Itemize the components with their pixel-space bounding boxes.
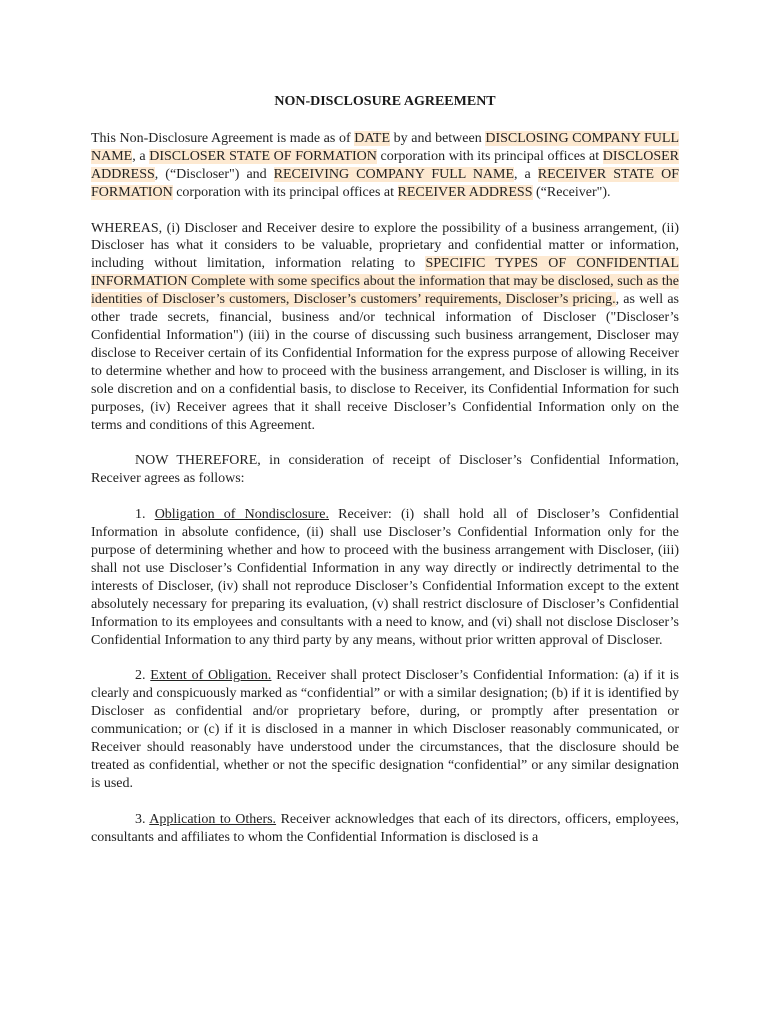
section-1-heading: Obligation of Nondisclosure. [154,507,329,523]
section-2-heading: Extent of Obligation. [150,668,272,684]
section-3 [91,811,679,847]
intro-text-7: corporation with its principal offices at [172,184,398,200]
intro-text-3: , a [132,148,150,164]
intro-paragraph [91,130,679,202]
whereas-text-1: WHEREAS, (i) Discloser and Receiver desire to explore the possibility of a business arrangement, (ii) Discloser has what it considers to be valuable, proprietary and confidential matter or information, including without limitation, information relating to [91,220,679,272]
section-3-number: 3. [135,811,150,827]
document-page [91,88,679,865]
intro-text-1: This Non-Disclosure Agreement is made as of [91,130,355,146]
intro-text-8: (“Receiver"). [532,184,611,200]
section-1-number: 1. [135,507,155,523]
whereas-text-2: , as well as other trade secrets, financial, business and/or technical information of Discloser ("Discloser’s Confidential Information") (iii) in the course of discussing such business arrangement, Discloser may disclose to Receiver certain of its Confidential Information for the express purpose of allowing Receiver to determine whether and how to proceed with the business arrangement, and Discloser is willing, in its sole discretion and on a confidential basis, to disclose to Receiver, its Confidential Information for such purposes, (iv) Receiver agrees that it shall receive Discloser’s Confidential Information only on the terms and conditions of this Agreement. [91,292,679,433]
document-title: NON-DISCLOSURE AGREEMENT [274,94,496,109]
section-1 [91,506,679,649]
date-field[interactable]: DATE [354,130,391,146]
receiver-state-field[interactable]: RECEIVER STATE OF FORMATION [91,166,680,200]
now-therefore-paragraph: NOW THEREFORE, in consideration of receipt of Discloser’s Confidential Information, Receiver agrees as follows: [91,453,679,487]
section-3-body: Receiver acknowledges that each of its directors, officers, employees, consultants and affiliates to whom the Confidential Information is disclosed is a [91,811,680,845]
receiving-company-field[interactable]: RECEIVING COMPANY FULL NAME [273,166,515,182]
receiver-address-field[interactable]: RECEIVER ADDRESS [397,184,533,200]
section-2-number: 2. [135,668,151,684]
whereas-paragraph [91,220,679,435]
intro-text-6: , a [514,166,538,182]
disclosing-company-field[interactable]: DISCLOSING COMPANY FULL NAME [91,130,679,164]
section-1-body: Receiver: (i) shall hold all of Discloser’s Confidential Information in absolute confidence, (ii) shall use Discloser’s Confidential Information only for the purpose of determining whether and how to proceed with the business arrangement with Discloser, (iii) shall not use Discloser’s Confidential Information in any way directly or indirectly detrimental to the interests of Discloser, (iv) shall not reproduce Discloser’s Confidential Information except to the extent absolutely necessary for preparing its evaluation, (v) shall restrict disclosure of Discloser’s Confidential Information to its employees and consultants with a need to know, and (vi) shall not disclose Discloser’s Confidential Information to any third party by any means, without prior written approval of Discloser. [91,507,680,648]
section-3-heading: Application to Others. [149,811,277,827]
section-2 [91,667,679,792]
intro-text-2: by and between [390,130,486,146]
intro-text-4: corporation with its principal offices at [376,148,603,164]
discloser-state-field[interactable]: DISCLOSER STATE OF FORMATION [149,148,377,164]
specific-types-field[interactable]: SPECIFIC TYPES OF CONFIDENTIAL INFORMATION Complete with some specifics about the information that may be disclosed, such as the identities of Discloser’s customers, Discloser’s customers’ requirements, Discloser’s pricing. [91,256,679,308]
discloser-address-field[interactable]: DISCLOSER ADDRESS [91,148,680,182]
intro-text-5: , (“Discloser") and [154,166,274,182]
section-2-body: Receiver shall protect Discloser’s Confidential Information: (a) if it is clearly and conspicuously marked as “confidential” or with a similar designation; (b) if it is identified by Discloser as confidential and/or proprietary before, during, or promptly after presentation or communication; or (c) if it is disclosed in a manner in which Discloser reasonably communicated, or Receiver should reasonably have understood under the circumstances, that the disclosure should be treated as confidential, whether or not the specific designation “confidential” or any similar designation is used. [91,668,679,791]
